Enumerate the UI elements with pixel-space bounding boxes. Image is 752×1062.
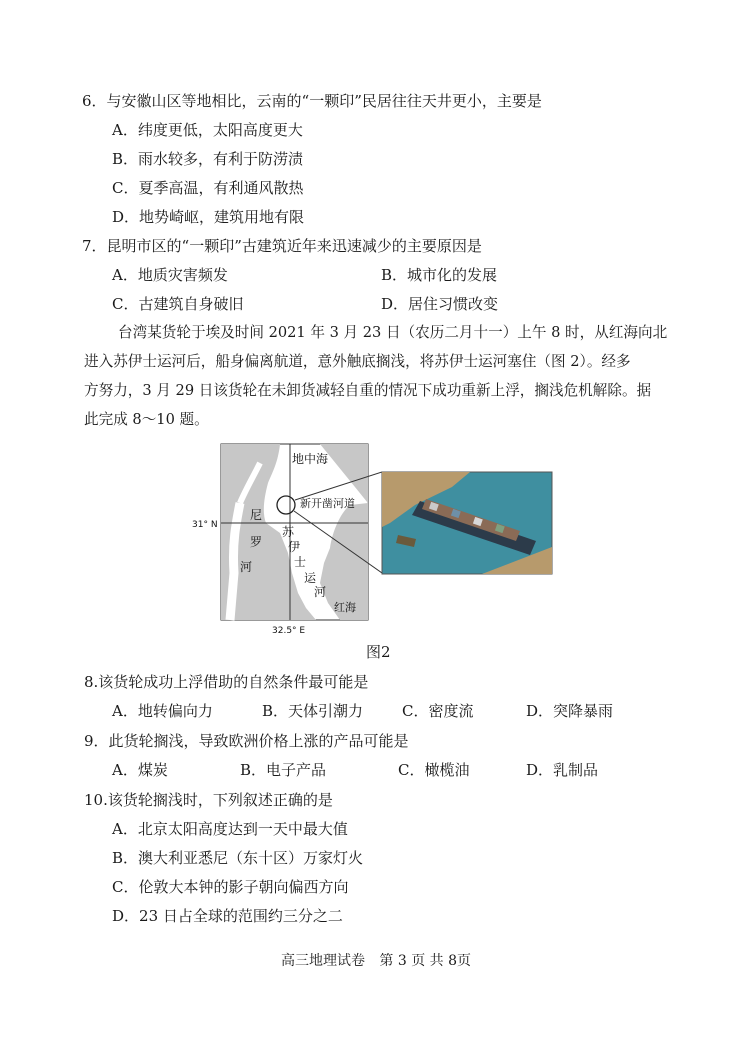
label-nile-2: 罗	[250, 535, 263, 549]
q8-option-c: C．密度流	[402, 702, 474, 720]
q7-option-c: C．古建筑自身破旧	[112, 295, 244, 313]
q10-option-a: A．北京太阳高度达到一天中最大值	[112, 820, 348, 838]
q9-option-c: C．橄榄油	[398, 761, 470, 779]
q8-stem: 8.该货轮成功上浮借助的自然条件最可能是	[84, 673, 369, 691]
label-suez-2: 伊	[288, 540, 301, 554]
label-latitude: 31° N	[192, 520, 218, 530]
q6-option-c: C．夏季高温，有利通风散热	[112, 179, 304, 197]
q10-option-c: C．伦敦大本钟的影子朝向偏西方向	[112, 878, 349, 896]
q7-option-a: A．地质灾害频发	[112, 266, 228, 284]
page-footer	[0, 950, 752, 970]
q10-option-d: D．23 日占全球的范围约三分之二	[112, 907, 343, 925]
q9-option-b: B．电子产品	[240, 761, 327, 779]
label-suez-1: 苏	[282, 525, 295, 539]
label-suez-4: 运	[304, 571, 317, 585]
passage-line-2: 进入苏伊士运河后，船身偏离航道，意外触底搁浅，将苏伊士运河塞住（图 2）。经多	[84, 353, 631, 370]
footer-subject: 高三地理试卷	[280, 953, 365, 969]
q8-option-a: A．地转偏向力	[112, 702, 213, 720]
label-suez-5: 河	[314, 585, 327, 599]
q9-stem: 9．此货轮搁浅，导致欧洲价格上涨的产品可能是	[84, 732, 409, 750]
q8-option-d: D．突降暴雨	[526, 702, 614, 720]
q7-option-b: B．城市化的发展	[381, 266, 498, 284]
passage-line-4: 此完成 8～10 题。	[84, 411, 209, 428]
q7-stem: 7．昆明市区的“一颗印”古建筑近年来迅速减少的主要原因是	[82, 237, 482, 255]
label-nile-1: 尼	[250, 508, 263, 522]
q6-option-d: D．地势崎岖，建筑用地有限	[112, 208, 305, 226]
q6-option-a: A．纬度更低，太阳高度更大	[112, 121, 303, 139]
footer-page-number: 第 3 页 共 8页	[379, 953, 472, 969]
q9-option-d: D．乳制品	[526, 761, 599, 779]
passage-line-1: 台湾某货轮于埃及时间 2021 年 3 月 23 日（农历二月十一）上午 8 时，从红海向北	[118, 324, 668, 341]
label-suez-3: 士	[294, 555, 307, 569]
figure-caption: 图2	[366, 643, 391, 661]
q8-option-b: B．天体引潮力	[262, 702, 364, 720]
label-new-canal: 新开凿河道	[300, 497, 355, 510]
label-nile-3: 河	[240, 560, 253, 574]
figure-2	[192, 443, 554, 639]
q10-stem: 10.该货轮搁浅时，下列叙述正确的是	[84, 791, 333, 809]
label-mediterranean: 地中海	[292, 452, 329, 466]
passage-line-3: 方努力，3 月 29 日该货轮在未卸货减轻自重的情况下成功重新上浮，搁浅危机解除。据	[84, 382, 652, 399]
q6-stem: 6．与安徽山区等地相比，云南的“一颗印”民居往往天井更小，主要是	[82, 92, 542, 110]
q7-option-d: D．居住习惯改变	[381, 295, 499, 313]
q10-option-b: B．澳大利亚悉尼（东十区）万家灯火	[112, 849, 364, 867]
suez-map	[192, 443, 554, 639]
label-longitude: 32.5° E	[272, 626, 306, 636]
label-red-sea: 红海	[334, 601, 356, 614]
q6-option-b: B．雨水较多，有利于防涝渍	[112, 150, 304, 168]
q9-option-a: A．煤炭	[112, 761, 168, 779]
